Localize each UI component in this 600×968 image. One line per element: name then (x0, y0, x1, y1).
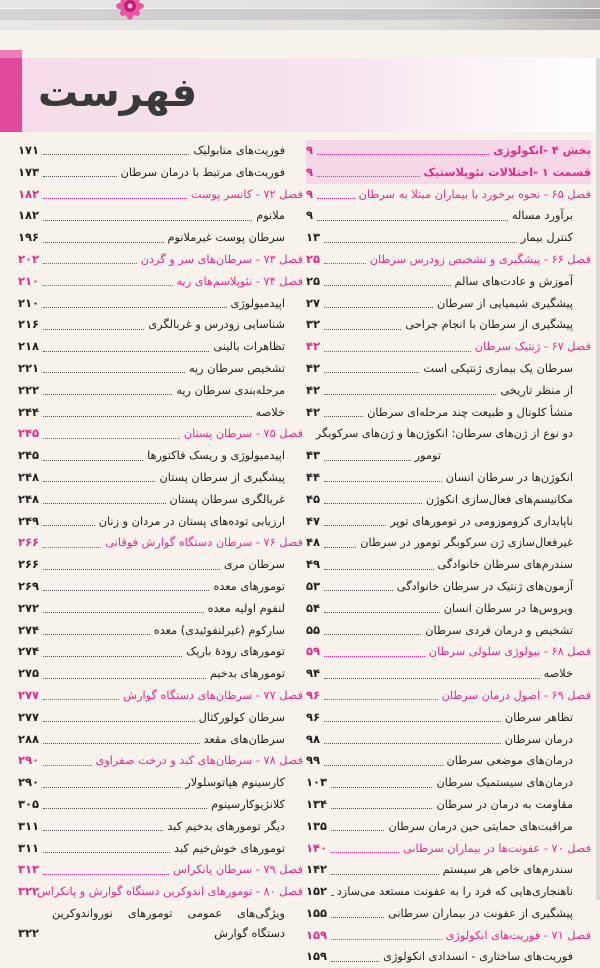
toc-entry-title: فصل ۷۶ - سرطان دستگاه گوارش فوقانی (105, 536, 303, 550)
toc-entry[interactable] (18, 271, 303, 293)
toc-entry-title: ناپایداری کروموزومی در تومورهای توپر (390, 514, 573, 528)
dot-leader (43, 198, 187, 199)
toc-entry-title: فصل ۸۰ - تومورهای اندوکرین دستگاه گوارش و پانکراس (37, 885, 303, 899)
toc-entry-title: خلاصه (255, 405, 285, 419)
dot-leader (324, 656, 425, 657)
toc-entry-page: ۱۸۲ (18, 208, 40, 223)
dot-leader (331, 961, 379, 962)
toc-entry-title: فصل ۷۴ - نئوپلاسم‌های ریه (176, 274, 303, 288)
toc-entry-page: ۱۳ (306, 230, 321, 245)
dot-leader (324, 329, 401, 330)
toc-entry[interactable] (306, 314, 591, 336)
toc-entry[interactable] (306, 445, 591, 467)
toc-entry-title: از منظر تاریخی (500, 383, 573, 397)
toc-entry[interactable] (18, 467, 303, 489)
toc-entry-page: ۹۸ (306, 731, 321, 746)
toc-entry-title: پیشگیری از سرطان پستان (159, 470, 285, 484)
toc-entry-page: ۹ (306, 143, 314, 157)
toc-entry[interactable] (306, 729, 591, 751)
toc-entry-title: مرحله‌بندی سرطان ریه (176, 383, 285, 397)
toc-entry[interactable] (306, 205, 591, 227)
toc-entry[interactable] (306, 750, 591, 772)
toc-entry[interactable] (306, 816, 591, 838)
dot-leader (43, 808, 207, 809)
toc-entry[interactable] (306, 336, 591, 358)
toc-entry-title: خلاصه (543, 667, 573, 681)
toc-entry-title: سرطان یک بیماری ژنتیکی است (423, 361, 573, 375)
dot-leader (324, 699, 438, 700)
toc-entry[interactable] (306, 380, 591, 402)
toc-entry-page: ۲۰۲ (18, 251, 40, 266)
toc-entry[interactable] (18, 293, 303, 315)
toc-entry-title: سرطان‌های مقعد (203, 732, 285, 746)
toc-entry-title: تشخیص سرطان ریه (188, 361, 285, 375)
dot-leader (43, 242, 163, 243)
toc-entry-title: فصل ۶۹ - اصول درمان سرطان (441, 688, 591, 702)
toc-entry-title: پیشگیری شیمیایی از سرطان (437, 296, 573, 310)
dot-leader (43, 699, 119, 700)
dot-leader (43, 329, 144, 330)
toc-entry[interactable] (306, 293, 591, 315)
toc-entry-page: ۹۴ (306, 666, 321, 681)
toc-entry[interactable] (306, 358, 591, 380)
dot-leader (43, 307, 226, 308)
dot-leader (324, 307, 433, 308)
toc-entry-page: ۳۰۵ (18, 796, 40, 811)
toc-entry[interactable] (18, 511, 303, 533)
toc-entry[interactable] (306, 576, 591, 598)
toc-entry-page: ۴۲ (306, 360, 321, 375)
toc-entry-page: ۲۷۷ (18, 687, 40, 702)
dot-leader (331, 874, 439, 875)
dot-leader (324, 285, 450, 286)
toc-entry-title: فصل ۷۸ - سرطان‌های کبد و درخت صفراوی (95, 754, 303, 768)
toc-entry[interactable] (306, 184, 591, 206)
toc-entry-title: سرطان پوست غیرملانوم (167, 231, 285, 245)
dot-leader (331, 917, 384, 918)
toc-entry-page: ۴۹ (306, 557, 321, 572)
toc-entry-page: ۹ (306, 164, 314, 179)
dot-leader (43, 481, 155, 482)
dot-leader (324, 372, 419, 373)
toc-entry-title: پیشگیری از عفونت در بیماران سرطانی (387, 906, 573, 920)
dot-leader (324, 678, 540, 679)
toc-entry-page: ۴۴ (306, 469, 321, 484)
toc-entry-page: ۲۱۸ (18, 339, 40, 354)
toc-entry[interactable] (18, 205, 303, 227)
dot-leader (317, 176, 420, 177)
toc-entry-page: ۹ (306, 208, 314, 223)
top-band (0, 8, 600, 20)
toc-entry[interactable] (18, 227, 303, 249)
toc-entry-title: فصل ۷۰ - عفونت‌ها در بیماران سرطانی (402, 841, 591, 855)
toc-entry-page: ۴۲ (306, 382, 321, 397)
toc-entry[interactable] (306, 227, 591, 249)
toc-entry[interactable] (18, 620, 303, 642)
toc-left-column (18, 140, 303, 945)
toc-entry-page: ۳۲ (306, 317, 321, 332)
toc-entry-title: برآورد مساله (511, 209, 573, 223)
toc-entry-page: ۳۱۱ (18, 840, 40, 855)
toc-entry-title: سندرم‌های سرطان خانوادگی (437, 558, 573, 572)
toc-entry-title: ناهنجاری‌هایی که فرد را به عفونت مستعد می‌سازد (336, 885, 573, 899)
toc-entry-page: ۳۱۱ (18, 818, 40, 833)
toc-entry-title: دو نوع از ژن‌های سرطان: انکوژن‌ها و ژن‌های سرکوبگر (315, 427, 573, 441)
toc-entry[interactable] (18, 794, 303, 816)
dot-leader (43, 612, 204, 613)
toc-entry-title: دیگر تومورهای بدخیم کبد (167, 819, 285, 833)
dot-leader (43, 525, 95, 526)
toc-entry-page: ۲۱۰ (18, 273, 40, 288)
dot-leader (324, 263, 366, 264)
top-decorative-strip (0, 0, 600, 30)
toc-entry[interactable] (306, 772, 591, 794)
toc-entry[interactable] (18, 859, 303, 881)
toc-entry-page: ۱۵۲ (306, 884, 328, 899)
toc-entry-page: ۲۴۴ (18, 404, 40, 419)
toc-entry-page: ۵۳ (306, 578, 321, 593)
toc-entry[interactable] (306, 249, 591, 271)
toc-entry-title: فوریت‌های متابولیک (193, 144, 285, 157)
toc-entry-page: ۴۷ (306, 513, 321, 528)
toc-entry-title: اپیدمیولوژی و ریسک فاکتورها (147, 449, 285, 463)
toc-entry-page: ۲۱۰ (18, 295, 40, 310)
toc-entry-title: کنترل بیمار (520, 231, 573, 245)
toc-entry[interactable] (306, 489, 591, 511)
toc-entry-page: ۱۴۲ (306, 862, 328, 877)
toc-entry[interactable] (306, 707, 591, 729)
toc-entry[interactable] (18, 445, 303, 467)
toc-entry-page: ۱۵۹ (306, 949, 328, 964)
dot-leader (43, 351, 209, 352)
toc-entry-page: ۳۲۲ (18, 884, 40, 899)
dot-leader (43, 503, 165, 504)
toc-entry-title: لنفوم اولیه معده (207, 601, 285, 615)
dot-leader (324, 394, 496, 395)
toc-entry-title: فصل ۷۲ - کانسر پوست (190, 187, 303, 201)
toc-entry-title: ویروس‌ها در سرطان انسان (443, 601, 573, 615)
flower-ornament-icon (104, 0, 156, 32)
dot-leader (317, 198, 355, 199)
toc-entry-page: ۲۸۸ (18, 731, 40, 746)
toc-entry-page: ۴۵ (306, 491, 321, 506)
toc-entry[interactable] (18, 554, 303, 576)
toc-entry-title: درمان سرطان (504, 732, 573, 746)
dot-leader (331, 808, 432, 809)
dot-leader (324, 351, 471, 352)
toc-entry-page: ۹۶ (306, 709, 321, 724)
dot-leader (43, 263, 137, 264)
toc-entry-page: ۲۶۶ (18, 535, 40, 550)
dot-leader (324, 481, 442, 482)
toc-entry[interactable] (306, 838, 591, 860)
toc-entry-page: ۲۲۲ (18, 382, 40, 397)
dot-leader (331, 787, 432, 788)
toc-entry-title: پیشگیری از سرطان با انجام جراحی (405, 318, 573, 332)
toc-entry-title: سارکوم (غیرلنفوئیدی) معده (153, 623, 285, 637)
title-accent-top (0, 50, 22, 58)
dot-leader (43, 656, 182, 657)
toc-entry-title: ملانوم (256, 209, 285, 223)
toc-entry[interactable] (306, 794, 591, 816)
dot-leader (43, 547, 101, 548)
toc-entry-page: ۲۵ (306, 251, 321, 266)
toc-entry-title: بخش ۴ -انکولوژی (493, 144, 591, 157)
toc-entry-page: ۱۷۳ (18, 164, 40, 179)
right-edge-strip (596, 58, 600, 900)
toc-entry[interactable] (306, 511, 591, 533)
toc-entry-page: ۲۷۴ (18, 644, 40, 659)
toc-entry-title: غیرفعال‌سازی ژن سرکوبگر تومور در سرطان (360, 536, 573, 550)
toc-entry-page: ۲۷۴ (18, 622, 40, 637)
toc-entry-title: آزمون‌های ژنتیک در سرطان خانوادگی (396, 579, 573, 593)
toc-entry-page: ۴۲ (306, 339, 321, 354)
toc-entry[interactable] (18, 816, 303, 838)
dot-leader (43, 852, 170, 853)
title-accent-bar (0, 58, 22, 132)
dot-leader (43, 590, 209, 591)
dot-leader (43, 634, 150, 635)
dot-leader (43, 765, 91, 766)
dot-leader (324, 242, 517, 243)
toc-entry[interactable] (18, 772, 303, 794)
toc-entry-title: تشخیص و درمان فردی سرطان (425, 623, 573, 637)
toc-entry[interactable] (18, 729, 303, 751)
toc-entry-page: ۱۳۵ (306, 818, 328, 833)
toc-entry-title: فصل ۷۵ - سرطان پستان (183, 427, 303, 441)
dot-leader (43, 285, 172, 286)
toc-entry[interactable] (18, 358, 303, 380)
toc-entry[interactable] (18, 184, 303, 206)
toc-entry[interactable] (306, 532, 591, 554)
toc-entry-title: سرطان مری (223, 558, 285, 572)
toc-entry-page: ۲۱۶ (18, 317, 40, 332)
page-title: فهرست (38, 70, 198, 116)
toc-entry-title: تظاهرات بالینی (213, 340, 285, 354)
toc-entry[interactable] (18, 162, 303, 184)
dot-leader (324, 460, 411, 461)
toc-entry[interactable] (18, 750, 303, 772)
toc-entry-page: ۳۱۳ (18, 862, 40, 877)
dot-leader (324, 634, 421, 635)
toc-entry-title: فوریت‌های ساختاری - انسدادی انکولوژی (383, 950, 573, 964)
toc-entry-title: مکانیسم‌های فعال‌سازی انکوژن (425, 492, 573, 506)
toc-entry[interactable] (18, 380, 303, 402)
toc-entry-title: درمان‌های سیستمیک سرطان (436, 776, 573, 790)
toc-entry[interactable] (18, 140, 303, 162)
toc-entry-page: ۲۴۸ (18, 469, 40, 484)
toc-entry[interactable] (306, 685, 591, 707)
toc-entry[interactable] (306, 663, 591, 685)
toc-entry-page: ۹۶ (306, 687, 321, 702)
dot-leader (324, 547, 356, 548)
toc-entry-title: تومورهای رودهٔ باریک (186, 645, 285, 659)
toc-entry[interactable] (18, 576, 303, 598)
dot-leader (43, 874, 169, 875)
toc-entry-page: ۲۷ (306, 295, 321, 310)
toc-entry[interactable] (306, 620, 591, 642)
toc-entry-title: انکوژن‌ها در سرطان انسان (445, 470, 573, 484)
toc-entry[interactable] (18, 249, 303, 271)
dot-leader (317, 154, 489, 155)
toc-entry-title: تومورهای خوش‌خیم کبد (174, 841, 285, 855)
toc-entry[interactable] (306, 162, 591, 184)
toc-entry[interactable] (18, 685, 303, 707)
toc-entry-title: فصل ۷۱ - فوریت‌های انکولوژی (445, 928, 591, 942)
toc-entry-title: فصل ۶۶ - پیشگیری و تشخیص زودرس سرطان (369, 252, 591, 266)
toc-entry-title: فوریت‌های مرتبط با درمان سرطان (120, 165, 285, 179)
toc-entry-title: مراقبت‌های حمایتی حین درمان سرطان (388, 819, 573, 833)
dot-leader (317, 220, 508, 221)
toc-entry-title: مقاومت به درمان در سرطان (436, 797, 573, 811)
toc-entry-title: قسمت ۱ -اختلالات نئوپلاستیک (423, 165, 591, 179)
dot-leader (43, 394, 172, 395)
dot-leader (331, 895, 333, 896)
toc-entry-page: ۲۴۸ (18, 491, 40, 506)
dot-leader (324, 743, 501, 744)
toc-entry[interactable] (306, 598, 591, 620)
dot-leader (331, 852, 399, 853)
toc-entry-title: تومورهای بدخیم (209, 667, 285, 681)
toc-entry-page: ۳۲۲ (18, 926, 40, 941)
toc-entry-title: کلانژیوکارسینوم (211, 797, 285, 811)
toc-entry-page: ۱۰۳ (306, 775, 328, 790)
toc-entry-page: ۲۵ (306, 273, 321, 288)
toc-entry-title: اپیدمیولوژی (230, 296, 285, 310)
toc-entry-page: ۵۵ (306, 622, 321, 637)
toc-entry-page: ۱۴۰ (306, 840, 328, 855)
toc-entry-title: فصل ۶۸ - بیولوژی سلولی سرطان (428, 645, 591, 659)
toc-entry-title: کارسینوم هپاتوسلولار (185, 776, 285, 790)
toc-entry-page: ۲۶۶ (18, 557, 40, 572)
toc-entry-title: غربالگری سرطان پستان (169, 492, 285, 506)
toc-entry-page: ۲۷۷ (18, 709, 40, 724)
dot-leader (43, 678, 206, 679)
dot-leader (43, 721, 195, 722)
toc-entry-page: ۱۳۴ (306, 796, 328, 811)
toc-entry-title: فصل ۷۷ - سرطان‌های دستگاه گوارش (123, 688, 303, 702)
toc-entry-page: ۲۹۰ (18, 775, 40, 790)
toc-entry-page: ۲۶۹ (18, 578, 40, 593)
dot-leader (43, 569, 220, 570)
toc-entry-page: ۱۸۲ (18, 186, 40, 201)
toc-entry[interactable] (18, 402, 303, 424)
toc-entry[interactable] (306, 467, 591, 489)
toc-entry-title: آموزش و عادت‌های سالم (454, 274, 573, 288)
dot-leader (324, 416, 363, 417)
toc-entry-page: ۲۷۵ (18, 666, 40, 681)
dot-leader (324, 612, 440, 613)
toc-entry[interactable] (18, 336, 303, 358)
toc-entry-page: ۵۹ (306, 644, 321, 659)
toc-entry-page: ۲۷۲ (18, 600, 40, 615)
toc-entry-title: ارزیابی توده‌های پستان در مردان و زنان (98, 514, 285, 528)
toc-entry[interactable] (306, 402, 591, 424)
dot-leader (43, 438, 180, 439)
toc-entry-title: منشأ کلونال و طبیعت چند مرحله‌ای سرطان (367, 405, 573, 419)
toc-entry[interactable] (306, 140, 591, 162)
toc-entry-page: ۲۴۵ (18, 426, 40, 441)
toc-entry[interactable] (18, 423, 303, 445)
toc-entry-page: ۲۹۰ (18, 753, 40, 768)
toc-entry-title: تظاهر سرطان (504, 710, 573, 724)
toc-entry[interactable] (306, 903, 591, 925)
toc-entry-title: ویژگی‌های عمومی تومورهای نورواندوکرین دستگاه گوارش (52, 907, 285, 941)
toc-entry-page: ۵۴ (306, 600, 321, 615)
toc-entry-page: ۱۷۱ (18, 143, 40, 157)
dot-leader (324, 569, 433, 570)
dot-leader (43, 176, 117, 177)
dot-leader (43, 372, 185, 373)
toc-entry[interactable] (306, 946, 591, 968)
toc-entry-page: ۴۲ (306, 404, 321, 419)
toc-entry-title: فصل ۶۵ - نحوه برخورد با بیماران مبتلا به سرطان (358, 187, 591, 201)
toc-entry-page: ۲۴۵ (18, 448, 40, 463)
toc-entry-title: فصل ۷۳ - سرطان‌های سر و گردن (140, 252, 303, 266)
toc-entry[interactable] (306, 641, 591, 663)
toc-entry-page: ۱۵۹ (306, 927, 328, 942)
toc-entry[interactable] (18, 314, 303, 336)
dot-leader (43, 416, 252, 417)
dot-leader (43, 220, 252, 221)
dot-leader (43, 154, 189, 155)
dot-leader (331, 830, 384, 831)
toc-entry-title: شناسایی زودرس و غربالگری (148, 318, 285, 332)
toc-entry-title: تومورهای معده (213, 579, 285, 593)
toc-entry-page: ۴۳ (306, 448, 321, 463)
toc-entry[interactable] (18, 641, 303, 663)
toc-entry-page: ۹ (306, 186, 314, 201)
toc-entry-title: فصل ۷۹ - سرطان پانکراس (173, 863, 303, 877)
toc-entry-page: ۲۴۹ (18, 513, 40, 528)
toc-entry[interactable] (306, 554, 591, 576)
dot-leader (43, 830, 163, 831)
dot-leader (324, 590, 393, 591)
dot-leader (43, 743, 200, 744)
dot-leader (43, 460, 143, 461)
toc-entry[interactable] (306, 271, 591, 293)
toc-entry-title: درمان‌های موضعی سرطان (446, 754, 573, 768)
toc-entry[interactable] (18, 838, 303, 860)
dot-leader (324, 503, 422, 504)
toc-entry-title: سرطان کولورکتال (198, 710, 285, 724)
dot-leader (331, 939, 442, 940)
toc-entry[interactable] (18, 903, 303, 945)
dot-leader (43, 787, 181, 788)
toc-entry[interactable] (306, 925, 591, 947)
toc-entry-page: ۲۲۱ (18, 360, 40, 375)
toc-entry[interactable] (306, 423, 591, 445)
toc-entry[interactable] (18, 707, 303, 729)
toc-entry[interactable] (18, 598, 303, 620)
dot-leader (324, 765, 442, 766)
dot-leader (324, 721, 501, 722)
toc-entry-title: تومور (414, 449, 441, 463)
toc-entry[interactable] (18, 663, 303, 685)
toc-entry-title: فصل ۶۷ - ژنتیک سرطان (474, 340, 591, 354)
toc-right-column (306, 140, 591, 968)
toc-entry-page: ۱۵۵ (306, 905, 328, 920)
toc-entry-page: ۴۸ (306, 535, 321, 550)
toc-entry-title: سندرم‌های خاص هر سیستم (442, 863, 573, 877)
toc-entry[interactable] (306, 859, 591, 881)
toc-entry[interactable] (18, 489, 303, 511)
dot-leader (324, 525, 386, 526)
toc-entry-page: ۹۹ (306, 753, 321, 768)
toc-entry-page: ۱۹۶ (18, 230, 40, 245)
toc-entry[interactable] (18, 532, 303, 554)
